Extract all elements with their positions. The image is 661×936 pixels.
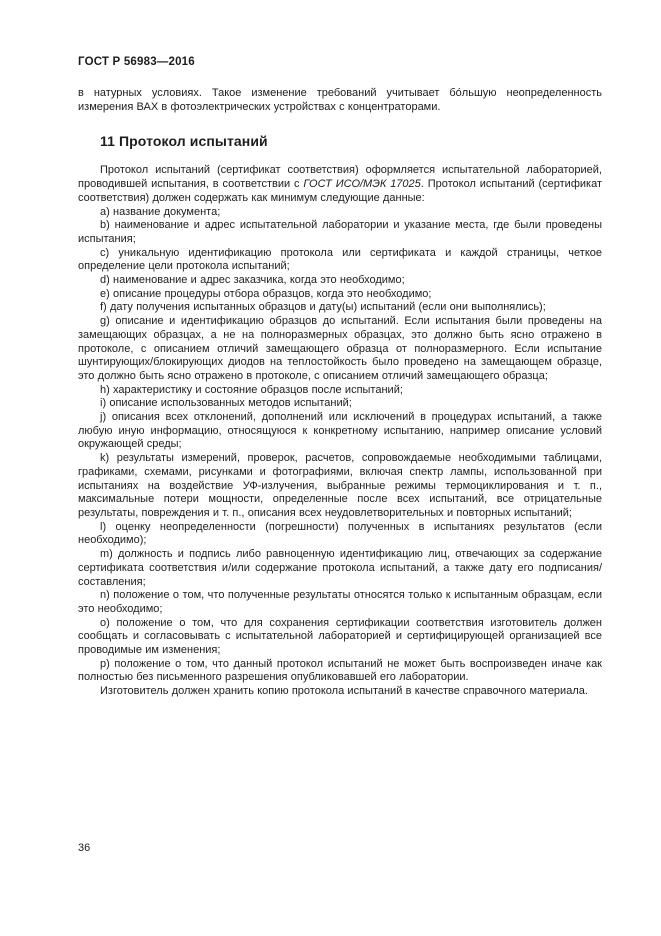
list-item-c: c) уникальную идентификацию протокола или сертификата и каждой страницы, четкое определение цели протокола испытаний; xyxy=(78,246,602,273)
list-item-a: a) название документа; xyxy=(100,205,221,218)
list-item-f: f) дату получения испытанных образцов и дату(ы) испытаний (если они выполнялись); xyxy=(100,301,546,314)
closing-paragraph: Изготовитель должен хранить копию протокола испытаний в качестве справочного материала. xyxy=(100,685,588,698)
page-number: 36 xyxy=(78,842,91,854)
list-item-j: j) описания всех отклонений, дополнений или исключений в процедурах испытаний, а также любую иную информацию, относящуюся к конкретному испытанию, например описание условий окружающей среды; xyxy=(78,411,602,451)
list-item-g: g) описание и идентификацию образцов до испытаний. Если испытания были проведены на замещающих образцах, а не на полноразмерных образцах, это должно быть ясно отражено в протоколе, с описанием отличий замещающего образца от полноразмерного. Если испытание шунтирующих/блокирующих диодов на теплостойкость было проведено на замещающем образце, это должно быть ясно отражено в протоколе, с описанием отличий замещающего образца; xyxy=(78,315,602,382)
list-item-h: h) характеристику и состояние образцов после испытаний; xyxy=(100,383,403,396)
running-header: ГОСТ Р 56983—2016 xyxy=(78,56,195,68)
gost-iso-reference: ГОСТ ИСО/МЭК 17025 xyxy=(303,178,421,191)
list-item-e: e) описание процедуры отбора образцов, когда это необходимо; xyxy=(100,287,432,300)
list-item-b: b) наименование и адрес испытательной лаборатории и указание места, где были проведены испытания; xyxy=(78,219,602,245)
list-item-p: p) положение о том, что данный протокол испытаний не может быть воспроизведен иначе как полностью без письменного разрешения опубликовавшей его лаборатории. xyxy=(78,657,602,684)
protocol-intro-paragraph xyxy=(78,164,602,205)
continuation-paragraph: в натурных условиях. Такое изменение требований учитывает бо́льшую неопределенность измерения ВАХ в фотоэлектрических устройствах с концентраторами. xyxy=(78,87,602,113)
list-item-k: k) результаты измерений, проверок, расчетов, сопровождаемые необходимыми таблицами, графиками, схемами, рисунками и фотографиями, включая спектр лампы, использованной при испытаниях на воздействие УФ-излучения, выбранные режимы термоциклирования и т. п., максимальные потери мощности, определенные после всех испытаний, все отрицательные результаты, повреждения и т. п., описания всех неудовлетворительных и повторных испытаний; xyxy=(78,452,602,519)
list-item-d: d) наименование и адрес заказчика, когда это необходимо; xyxy=(100,274,405,287)
list-item-l: l) оценку неопределенности (погрешности) полученных в испытаниях результатов (если необходимо); xyxy=(78,520,602,547)
list-item-i: i) описание использованных методов испытаний; xyxy=(100,397,352,410)
list-item-n: n) положение о том, что полученные результаты относятся только к испытанным образцам, если это необходимо; xyxy=(78,589,602,615)
protocol-intro-text-before: Протокол испытаний (сертификат соответствия) оформляется испытательной лабораторией, проводившей испытания, в соответствии с xyxy=(78,164,602,191)
list-item-o: o) положение о том, что для сохранения сертификации соответствия изготовитель должен сообщать и согласовывать с испытательной лабораторией и сертифицирующей организацией все проводимые им изменения; xyxy=(78,616,602,657)
protocol-intro-text-after: . Протокол испытаний (сертификат соответствия) должен содержать как минимум следующие данные: xyxy=(78,178,602,204)
list-item-m: m) должность и подпись либо равноценную идентификацию лиц, отвечающих за содержание сертификата соответствия и/или содержание протокола испытаний, а также дату его подписания/составления; xyxy=(78,548,602,588)
section-heading: 11 Протокол испытаний xyxy=(100,133,268,150)
